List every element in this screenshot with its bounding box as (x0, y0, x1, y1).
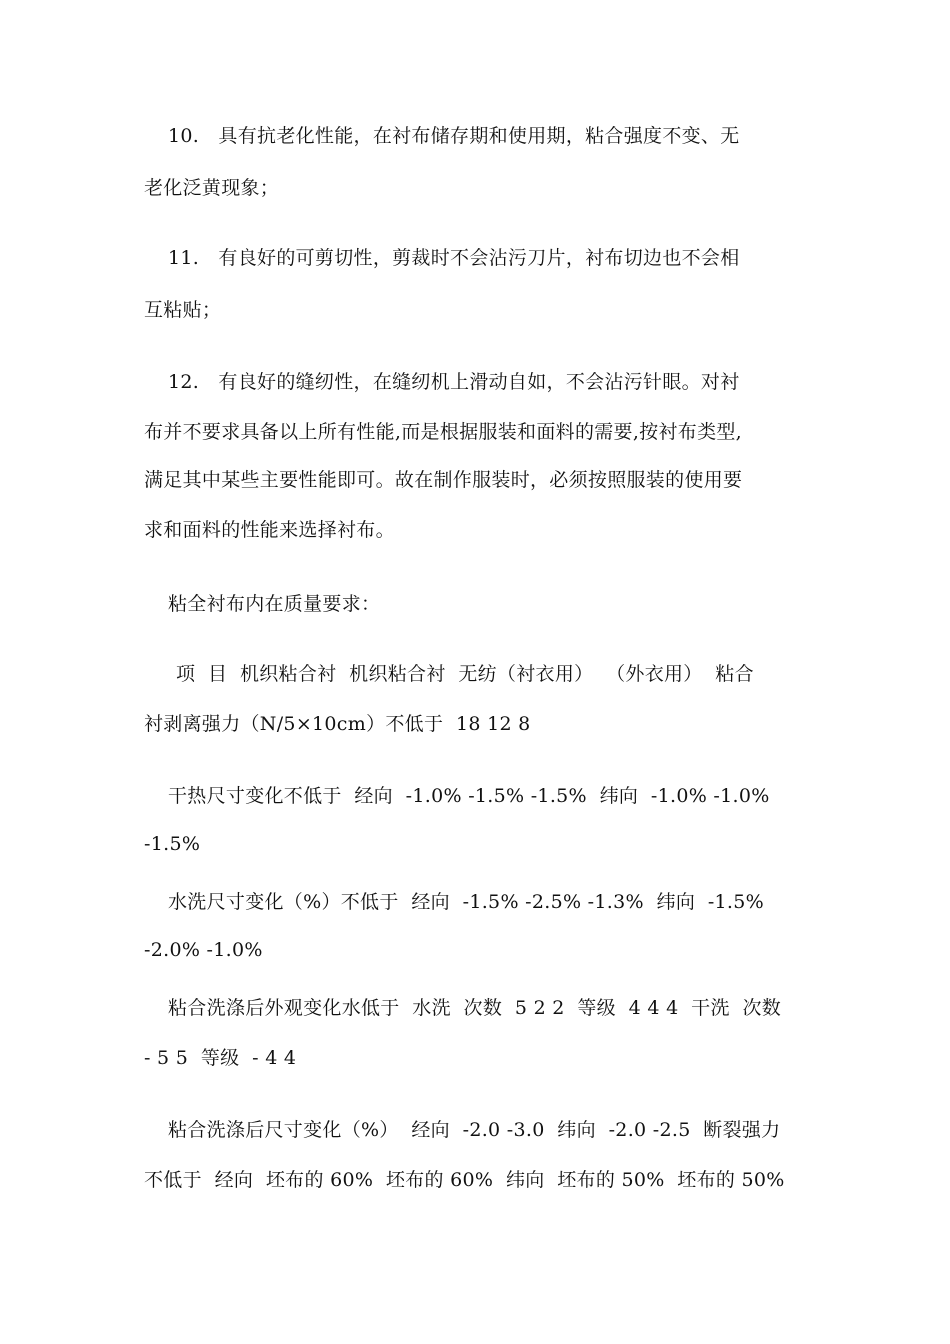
paragraph-10-line-2: 老化泛黄现象； (144, 177, 280, 199)
table-header-line-1: 项 目 机织粘合衬 机织粘合衬 无纺（衬衣用） （外衣用） 粘合 (176, 663, 754, 685)
appearance-line-2: - 5 5 等级 - 4 4 (144, 1047, 297, 1069)
wash-change-line-1: 水洗尺寸变化（%）不低于 经向 -1.5% -2.5% -1.3% 纬向 -1.5% (168, 891, 765, 913)
paragraph-12-line-3: 满足其中某些主要性能即可。故在制作服装时，必须按照服装的使用要 (144, 469, 743, 491)
dry-heat-line-2: -1.5% (144, 833, 201, 855)
paragraph-12-line-1: 12. 有良好的缝纫性，在缝纫机上滑动自如，不会沾污针眼。对衬 (168, 371, 740, 393)
paragraph-10-line-1: 10. 具有抗老化性能，在衬布储存期和使用期，粘合强度不变、无 (168, 125, 740, 147)
size-change-line-1: 粘合洗涤后尺寸变化（%） 经向 -2.0 -3.0 纬向 -2.0 -2.5 断裂强力 (168, 1119, 781, 1141)
wash-change-line-2: -2.0% -1.0% (144, 939, 263, 961)
paragraph-12-line-4: 求和面料的性能来选择衬布。 (144, 519, 395, 541)
paragraph-11-line-2: 互粘贴； (144, 299, 222, 321)
paragraph-12-line-2: 布并不要求具备以上所有性能,而是根据服装和面料的需要,按衬布类型, (144, 421, 743, 443)
size-change-line-2: 不低于 经向 坯布的 60% 坯布的 60% 纬向 坯布的 50% 坯布的 50% (144, 1169, 785, 1191)
table-header-line-2: 衬剥离强力（N/5×10cm）不低于 18 12 8 (144, 713, 531, 735)
appearance-line-1: 粘合洗涤后外观变化水低于 水洗 次数 5 2 2 等级 4 4 4 干洗 次数 (168, 997, 782, 1019)
section-heading: 粘全衬布内在质量要求： (168, 593, 381, 615)
paragraph-11-line-1: 11. 有良好的可剪切性，剪裁时不会沾污刀片，衬布切边也不会相 (168, 247, 740, 269)
dry-heat-line-1: 干热尺寸变化不低于 经向 -1.0% -1.5% -1.5% 纬向 -1.0% -1.0% (168, 785, 770, 807)
